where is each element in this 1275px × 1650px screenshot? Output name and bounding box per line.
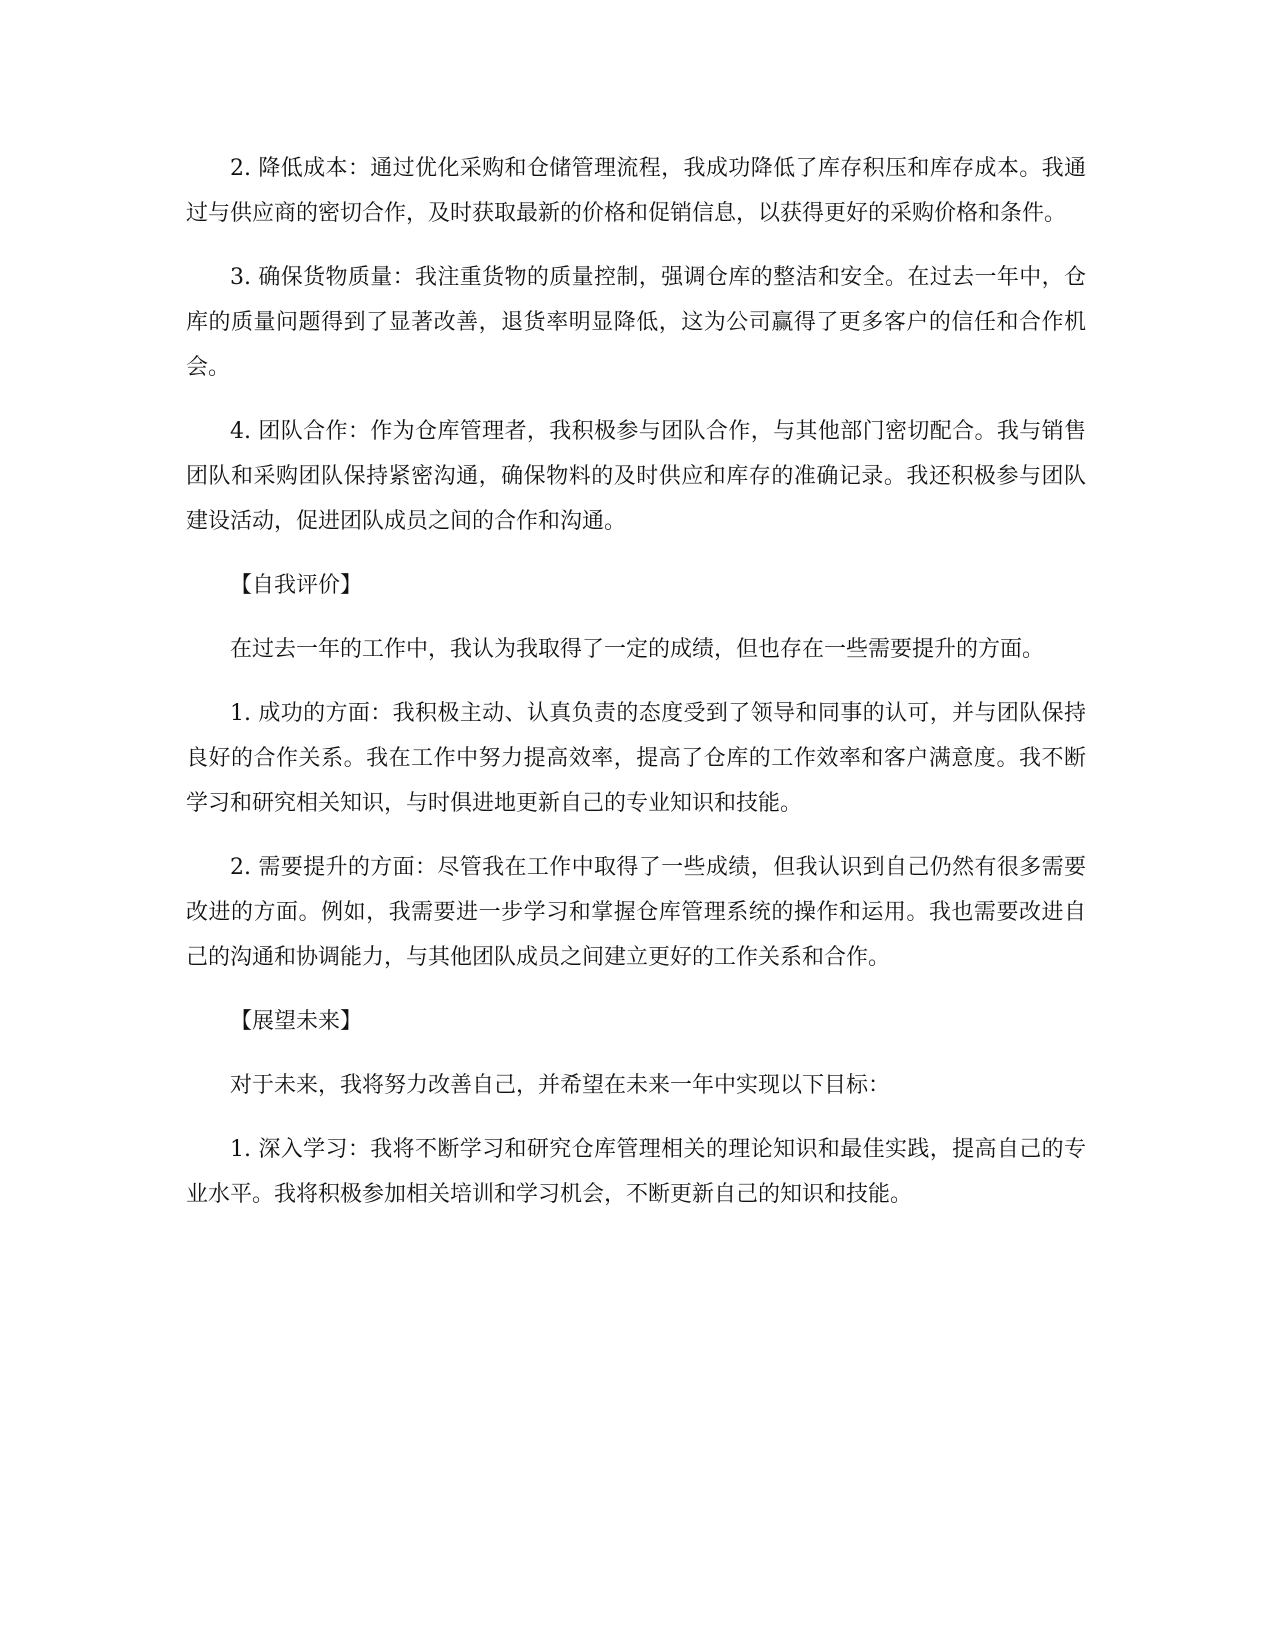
section-heading-self-evaluation: 【自我评价】	[230, 573, 363, 598]
paragraph-teamwork: 4. 团队合作：作为仓库管理者，我积极参与团队合作，与其他部门密切配合。我与销售团队和采购团队保持紧密沟通，确保物料的及时供应和库存的准确记录。我还积极参与团队建设活动，促进团队成员之间的合作和沟通。	[186, 419, 1086, 534]
paragraph-future-intro: 对于未来，我将努力改善自己，并希望在未来一年中实现以下目标：	[230, 1073, 891, 1098]
paragraph-self-evaluation-intro: 在过去一年的工作中，我认为我取得了一定的成绩，但也存在一些需要提升的方面。	[230, 637, 1045, 662]
paragraph-reduce-cost: 2. 降低成本：通过优化采购和仓储管理流程，我成功降低了库存积压和库存成本。我通过与供应商的密切合作，及时获取最新的价格和促销信息，以获得更好的采购价格和条件。	[186, 156, 1086, 226]
paragraph-improvements: 2. 需要提升的方面：尽管我在工作中取得了一些成绩，但我认识到自己仍然有很多需要改进的方面。例如，我需要进一步学习和掌握仓库管理系统的操作和运用。我也需要改进自己的沟通和协调能力，与其他团队成员之间建立更好的工作关系和合作。	[186, 855, 1086, 970]
document-body	[186, 146, 1086, 1236]
section-heading-future: 【展望未来】	[230, 1009, 363, 1034]
paragraph-successes: 1. 成功的方面：我积极主动、认真负责的态度受到了领导和同事的认可，并与团队保持良好的合作关系。我在工作中努力提高效率，提高了仓库的工作效率和客户满意度。我不断学习和研究相关知识，与时俱进地更新自己的专业知识和技能。	[186, 701, 1086, 816]
paragraph-quality: 3. 确保货物质量：我注重货物的质量控制，强调仓库的整洁和安全。在过去一年中，仓库的质量问题得到了显著改善，退货率明显降低，这为公司赢得了更多客户的信任和合作机会。	[186, 265, 1086, 380]
paragraph-deep-learning: 1. 深入学习：我将不断学习和研究仓库管理相关的理论知识和最佳实践，提高自己的专业水平。我将积极参加相关培训和学习机会，不断更新自己的知识和技能。	[186, 1137, 1086, 1207]
